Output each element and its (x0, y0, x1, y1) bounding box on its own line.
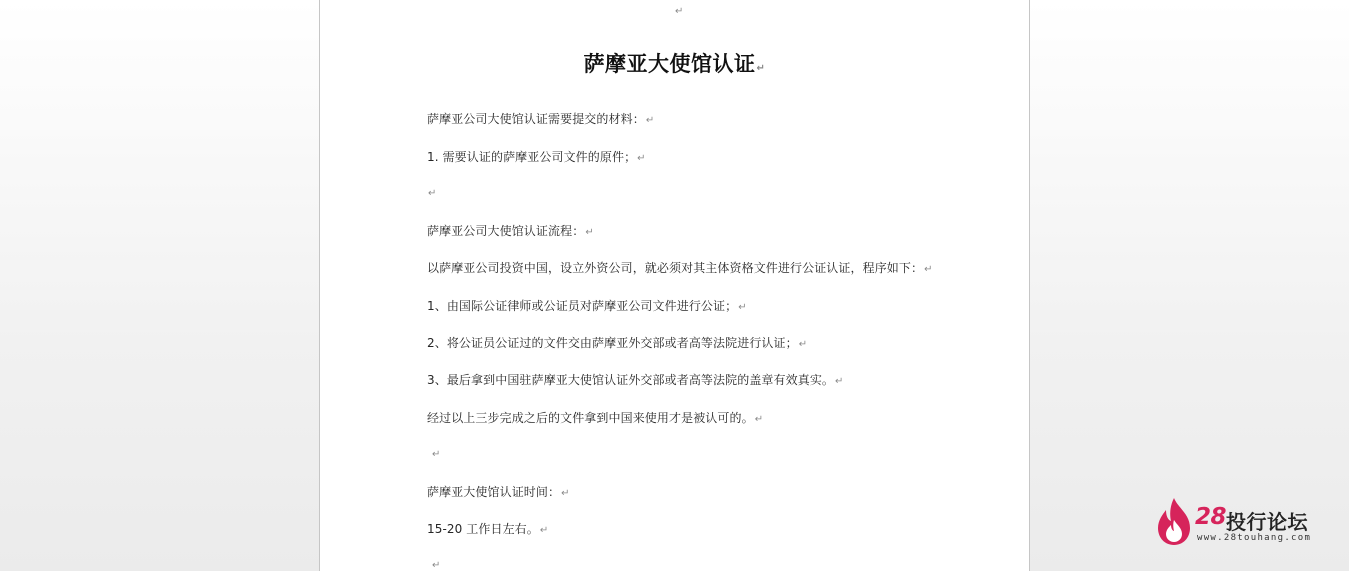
paragraph-mark: ↵ (756, 63, 766, 74)
paragraph-mark: ↵ (432, 449, 441, 460)
paragraph (427, 222, 594, 239)
paragraph-mark: ↵ (539, 525, 549, 536)
document-page (319, 0, 1030, 571)
paragraph-mark: ↵ (637, 153, 646, 164)
paragraph-mark: ↵ (675, 6, 684, 17)
paragraph-text: 以萨摩亚公司投资中国，设立外资公司，就必须对其主体资格文件进行公证认证，程序如下： (427, 261, 924, 275)
paragraph-text: 萨摩亚公司大使馆认证流程： (427, 224, 585, 238)
paragraph-mark: ↵ (835, 376, 844, 387)
paragraph-mark: ↵ (585, 227, 594, 238)
paragraph (427, 148, 646, 165)
flame-icon (1154, 496, 1194, 546)
paragraph (427, 520, 548, 537)
paragraph-mark: ↵ (738, 302, 747, 313)
paragraph-mark: ↵ (645, 115, 655, 126)
paragraph-mark: ↵ (798, 339, 808, 350)
paragraph-mark: ↵ (432, 560, 441, 571)
paragraph-mark: ↵ (754, 414, 764, 425)
paragraph (427, 371, 844, 388)
paragraph-text: 1. 需要认证的萨摩亚公司文件的原件； (427, 150, 637, 164)
paragraph (427, 259, 933, 276)
logo-number: 28 (1195, 504, 1227, 530)
paragraph-mark: ↵ (924, 264, 933, 275)
paragraph-text: 萨摩亚公司大使馆认证需要提交的材料： (427, 112, 645, 126)
empty-paragraph (431, 557, 440, 571)
empty-paragraph (431, 446, 440, 460)
paragraph-text: 3、最后拿到中国驻萨摩亚大使馆认证外交部或者高等法院的盖章有效真实。 (427, 373, 835, 387)
paragraph-mark: ↵ (561, 488, 570, 499)
logo-url: www.28touhang.com (1197, 533, 1312, 543)
site-logo[interactable] (1154, 496, 1344, 548)
paragraph (427, 297, 747, 314)
paragraph-text: 1、由国际公证律师或公证员对萨摩亚公司文件进行公证； (427, 299, 738, 313)
paragraph-mark: ↵ (428, 188, 437, 199)
paragraph-text: 2、将公证员公证过的文件交由萨摩亚外交部或者高等法院进行认证； (427, 336, 798, 350)
paragraph (427, 334, 807, 351)
document-title-text: 萨摩亚大使馆认证 (583, 52, 756, 76)
paragraph-text: 经过以上三步完成之后的文件拿到中国来使用才是被认可的。 (427, 411, 754, 425)
paragraph (427, 409, 763, 426)
paragraph-text: 萨摩亚大使馆认证时间： (427, 485, 561, 499)
paragraph (427, 483, 570, 500)
paragraph-text: 15-20 工作日左右。 (427, 522, 539, 536)
empty-paragraph (427, 185, 436, 199)
logo-name: 投行论坛 (1226, 510, 1308, 534)
document-title (320, 48, 1029, 78)
paragraph (427, 110, 654, 127)
